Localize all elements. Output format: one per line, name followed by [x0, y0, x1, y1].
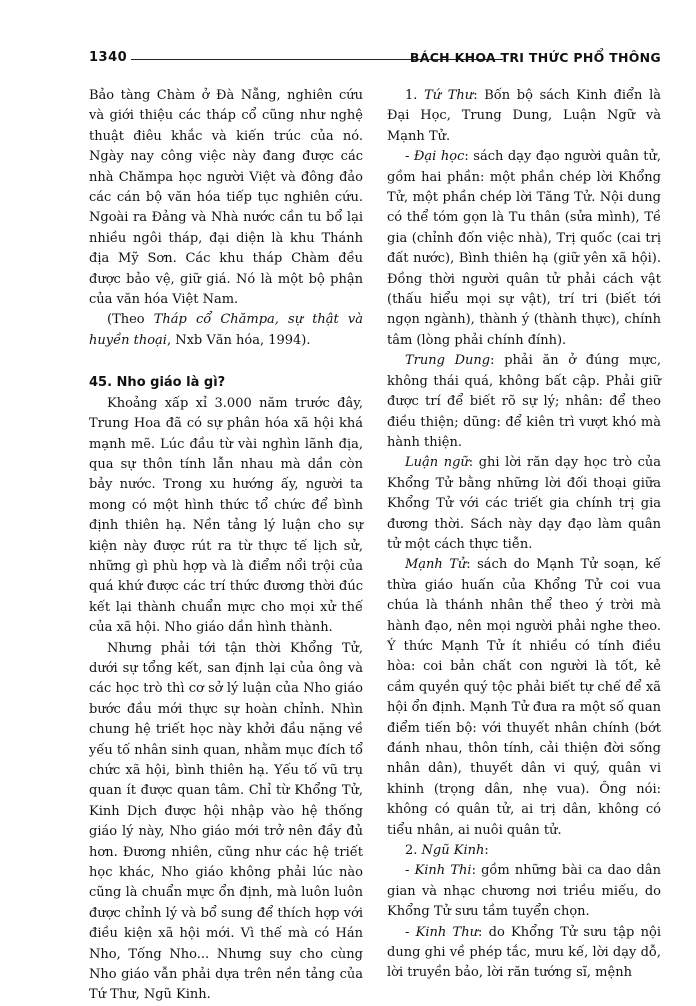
item-text: : ghi lời răn dạy học trò của Khổng Tử bằng những lời đối thoại giữa Khổng Tử với các triết gia chính trị gia đương thời. Sách này dạy đạo làm quân tử một cách thực tiễn.	[387, 455, 662, 552]
item-manh-tu	[387, 555, 661, 841]
item-suffix: :	[484, 843, 489, 859]
paragraph-confucius: Nhưng phải tới tận thời Khổng Tử, dưới sự tổng kết, san định lại của ông và các học trò thì cơ sở lý luận của Nho giáo bước đầu mới thực sự hoàn chỉnh. Nhìn chung hệ triết học này khởi đầu nặng về yếu tố nhân sinh quan, nhằm mục đích tổ chức xã hội, bình thiên hạ. Yếu tố vũ trụ quan ít được quan tâm. Chỉ từ Khổng Tử, Kinh Dịch được hội nhập vào hệ thống giáo lý này, Nho giáo mới trở nên đầy đủ hơn. Đương nhiên, cũng như các hệ triết học khác, Nho giáo không phải lúc nào cũng là chuẩn mực ổn định, mà luôn luôn được chỉnh lý và bổ sung để thích hợp với điều kiện xã hội mới. Vì thế mà có Hán Nho, Tống Nho... Nhưng suy cho cùng Nho giáo vẫn phải dựa trên nền tảng của Tứ Thư, Ngũ Kinh.	[89, 640, 363, 1003]
item-title: Luận ngữ	[405, 455, 469, 471]
item-title: Ngũ Kinh	[421, 843, 485, 859]
item-text: : sách do Mạnh Tử soạn, kế thừa giáo huấn của Khổng Tử coi vua chúa là thánh nhân thể theo ý trời mà hành đạo, nên mọi người phải nghe theo. Ý thức Mạnh Tử ít nhiều có tính điều hòa: coi bản chất con người là tốt, kẻ cầm quyền quý tộc phải biết tự chế để xã hội ổn định. Mạnh Tử đưa ra một số quan điểm tiến bộ: với thuyết nhân chính (bớt đánh nhau, thôn tính, cải thiện đời sống nhân dân), thuyết dân vi quý, quân vi khinh (trọng dân, nhẹ vua). Ông nói: không có quân tử, ai trị dân, không có tiểu nhân, ai nuôi quân tử.	[387, 557, 661, 838]
item-text: : phải ăn ở đúng mực, không thái quá, không bất cập. Phải giữ được trí để biết rõ sự lý; nhân: để theo điều thiện; dũng: để kiên trì vượt khó mà hành thiện.	[387, 353, 661, 450]
item-ngu-kinh	[387, 841, 661, 861]
paragraph-cham-towers: Bảo tàng Chàm ở Đà Nẵng, nghiên cứu và giới thiệu các tháp cổ cũng như nghệ thuật điêu khắc và kiến trúc của nó. Ngày nay công việc này đang được các nhà Chămpa học người Việt và đông đảo các cán bộ văn hóa tiếp tục nghiên cứu. Ngoài ra Đảng và Nhà nước cần tu bổ lại nhiều ngôi tháp, đại diện là khu Thánh địa Mỹ Sơn. Các khu tháp Chàm đều được bảo vệ, giữ giá. Nó là một bộ phận của văn hóa Việt Nam.	[89, 88, 363, 308]
item-kinh-thu	[387, 923, 661, 984]
item-kinh-thi	[387, 861, 661, 922]
right-column	[387, 86, 661, 984]
citation	[89, 310, 363, 351]
item-number: 2.	[405, 843, 422, 859]
citation-suffix: , Nxb Văn hóa, 1994).	[166, 332, 311, 348]
item-title: Tứ Thư	[424, 88, 474, 103]
citation-title: Tháp cổ Chămpa, sự thật và huyền thoại	[89, 312, 363, 348]
page-header	[89, 48, 661, 70]
item-title: Mạnh Tử	[405, 557, 467, 573]
item-text: : do Khổng Tử sưu tập nội dung ghi về phép tắc, mưu kế, lời dạy dỗ, lời truyền bảo, lời răn tướng sĩ, mệnh	[387, 924, 661, 981]
item-title: Trung Dung	[405, 353, 491, 369]
left-column	[89, 86, 363, 1006]
item-title: - Kinh Thi	[405, 863, 472, 879]
page-number: 1340	[89, 50, 128, 65]
section-heading: 45. Nho giáo là gì?	[89, 375, 226, 391]
item-trung-dung	[387, 351, 661, 453]
citation-prefix: (Theo	[107, 312, 154, 328]
item-text: : sách dạy đạo người quân tử, gồm hai phần: một phần chép lời Khổng Tử, một phần chép lời Tăng Tử. Nội dung có thể tóm gọn là Tu thân (sửa mình), Tề gia (chỉnh đốn việc nhà), Trị quốc (cai trị đất nước), Bình thiên hạ (giữ yên xã hội). Đồng thời người quân tử phải cách vật (thấu hiểu mọi sự vật), trí tri (biết tới ngọn ngành), thành ý (thành thực), chính tâm (lòng phải chính đính).	[387, 149, 661, 348]
paragraph-origins: Khoảng xấp xỉ 3.000 năm trước đây, Trung Hoa đã có sự phân hóa xã hội khá mạnh mẽ. Lúc đầu từ vài nghìn lãnh địa, qua sự thôn tính lẫn nhau mà dần còn bảy nước. Trong xu hướng ấy, người ta mong có một hình thức tổ chức để bình định thiên hạ. Nền tảng lý luận cho sự kiện này được rút ra từ thực tế lịch sử, những gì phù hợp và là điểm nổi trội của quá khứ được các trí thức đương thời đúc kết lại thành chuẩn mực cho mọi xử thế của xã hội. Nho giáo dần hình thành.	[89, 395, 363, 636]
item-text: : Bốn bộ sách Kinh điển là Đại Học, Trung Dung, Luận Ngữ và Mạnh Tử.	[387, 88, 661, 144]
item-title: - Kinh Thư	[405, 924, 478, 940]
book-title: BÁCH KHOA TRI THỨC PHỔ THÔNG	[409, 50, 661, 65]
item-dai-hoc	[387, 147, 661, 351]
item-tu-thu	[387, 86, 661, 147]
item-title: - Đại học	[405, 149, 465, 165]
item-text: : gồm những bài ca dao dân gian và nhạc chương nơi triều miếu, do Khổng Tử sưu tầm tuyển chọn.	[387, 863, 661, 920]
item-number: 1.	[405, 88, 425, 103]
item-luan-ngu	[387, 453, 661, 555]
